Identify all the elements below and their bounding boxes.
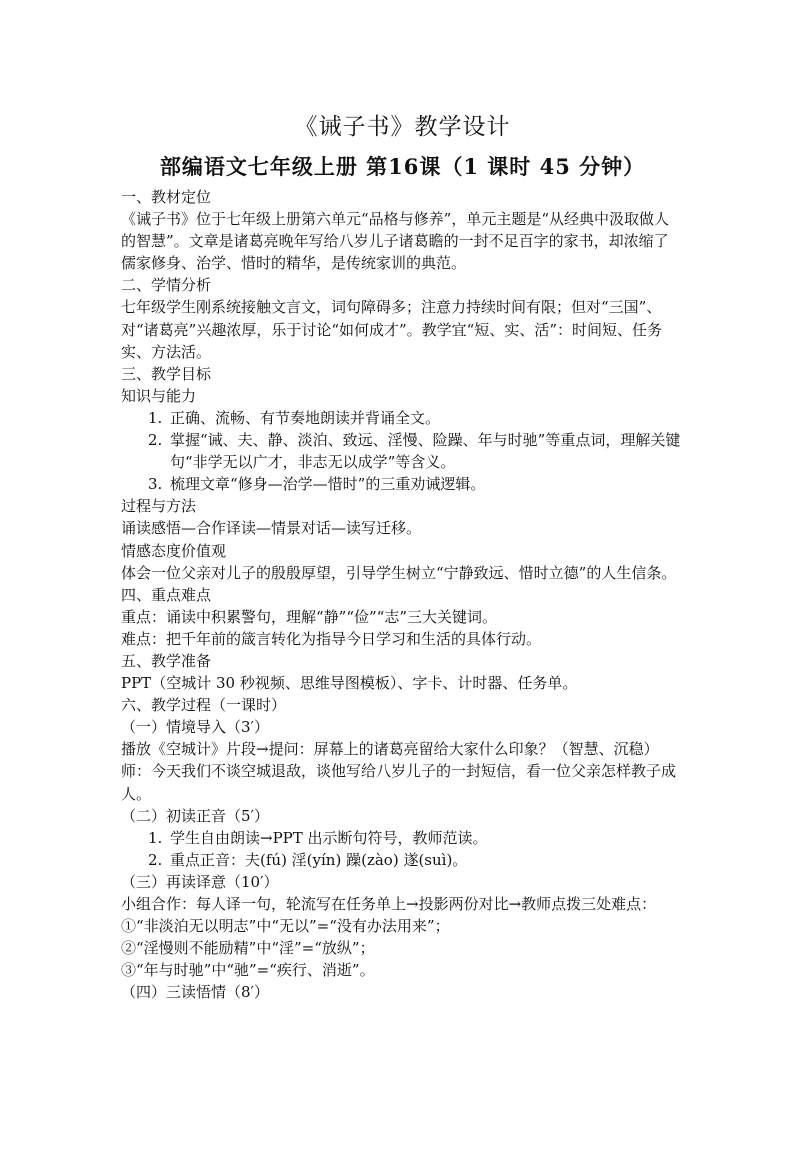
paragraph-intro-1: 播放《空城计》片段→提问：屏幕上的诸葛亮留给大家什么印象？（智慧、沉稳）	[121, 740, 659, 759]
list-number: 1.	[148, 408, 163, 427]
section-heading-goals: 三、教学目标	[121, 364, 212, 383]
list-text: 学生自由朗读→PPT 出示断句符号，教师范读。	[170, 828, 488, 847]
section-heading-material: 一、教材定位	[121, 188, 212, 206]
paragraph-key: 重点：诵读中积累警句，理解“静”“俭”“志”三大关键词。	[121, 607, 498, 626]
subheading-knowledge: 知识与能力	[121, 386, 197, 405]
list-text: 梳理文章“修身—治学—惜时”的三重劝诫逻辑。	[170, 475, 486, 494]
step-heading-translation: （三）再读译意（10′）	[121, 872, 279, 891]
list-item	[121, 827, 681, 849]
paragraph-intro-2: 师：今天我们不谈空城退敌，谈他写给八岁儿子的一封短信，看一位父亲怎样教子成人。	[121, 762, 677, 803]
paragraph-difficulty: 难点：把千年前的箴言转化为指导今日学习和生活的具体行动。	[121, 629, 542, 648]
section-heading-students: 二、学情分析	[121, 276, 212, 295]
knowledge-list	[121, 407, 681, 495]
first-reading-list	[121, 827, 681, 871]
step-heading-first-reading: （二）初读正音（5′）	[121, 806, 269, 825]
list-text: 掌握“诫、夫、静、淡泊、致远、淫慢、险躁、年与时驰”等重点词，理解关键句“非学无以广才，非志无以成学”等含义。	[170, 431, 681, 472]
section-heading-preparation: 五、教学准备	[121, 651, 212, 670]
subheading-emotion: 情感态度价值观	[121, 541, 227, 560]
list-number: 2.	[148, 431, 163, 450]
section-heading-process: 六、教学过程（一课时）	[121, 696, 287, 715]
list-number: 3.	[148, 475, 163, 494]
list-item	[121, 473, 681, 495]
paragraph-process: 诵读感悟—合作译读—情景对话—读写迁移。	[121, 519, 422, 538]
list-item	[121, 849, 681, 871]
list-item	[121, 429, 681, 473]
list-number: 1.	[148, 828, 163, 847]
translation-point: ②“淫慢则不能励精”中“淫”=“放纵”；	[121, 939, 375, 958]
list-number: 2.	[148, 850, 163, 869]
paragraph-translation: 小组合作：每人译一句，轮流写在任务单上→投影两份对比→教师点拨三处难点：	[121, 895, 657, 913]
step-heading-understanding: （四）三读悟情（8′）	[121, 983, 269, 1002]
section-heading-key-points: 四、重点难点	[121, 585, 212, 604]
list-text: 重点正音：夫(fú) 淫(yín) 躁(zào) 遂(suì)。	[170, 850, 468, 869]
document-title: 《诫子书》教学设计	[294, 114, 511, 140]
list-text: 正确、流畅、有节奏地朗读并背诵全文。	[170, 408, 441, 427]
paragraph-preparation: PPT（空城计 30 秒视频、思维导图模板）、字卡、计时器、任务单。	[121, 674, 578, 693]
document-body	[121, 186, 681, 1003]
subheading-process: 过程与方法	[121, 497, 197, 516]
list-item	[121, 407, 681, 429]
paragraph-emotion: 体会一位父亲对儿子的殷殷厚望，引导学生树立“宁静致远、惜时立德”的人生信条。	[121, 563, 677, 582]
document-subtitle: 部编语文七年级上册 第16课（1 课时 45 分钟）	[159, 154, 646, 179]
translation-point: ③“年与时驰”中“驰”=“疾行、消逝”。	[121, 961, 375, 980]
translation-point: ①“非淡泊无以明志”中“无以”=“没有办法用来”；	[121, 917, 450, 936]
paragraph-material: 《诫子书》位于七年级上册第六单元“品格与修养”，单元主题是“从经典中汲取做人的智慧”。文章是诸葛亮晚年写给八岁儿子诸葛瞻的一封不足百字的家书，却浓缩了儒家修身、治学、惜时的精华，是传统家训的典范。	[121, 210, 670, 273]
step-heading-intro: （一）情境导入（3′）	[121, 718, 269, 737]
paragraph-students: 七年级学生刚系统接触文言文，词句障碍多；注意力持续时间有限；但对“三国”、对“诸葛亮”兴趣浓厚，乐于讨论“如何成才”。教学宜“短、实、活”：时间短、任务实、方法活。	[121, 298, 663, 361]
